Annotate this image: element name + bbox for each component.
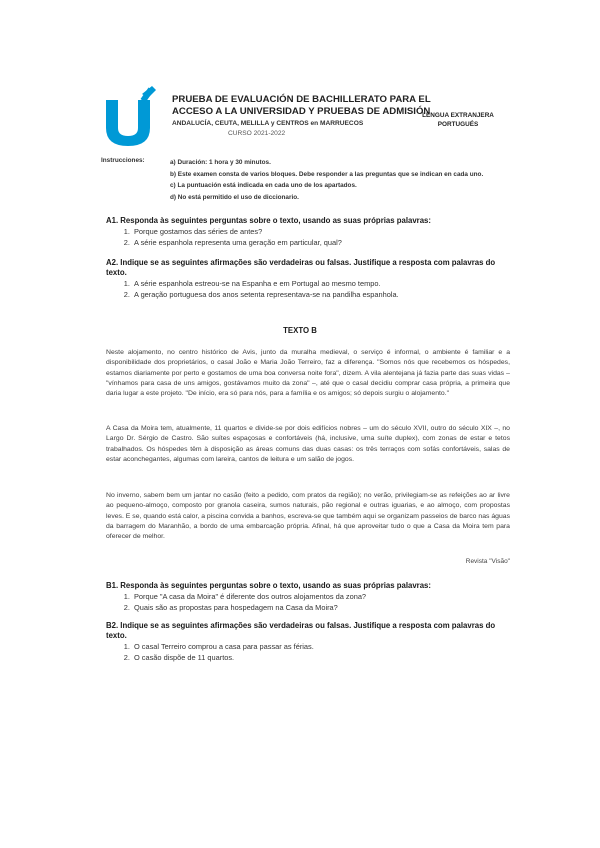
question-item: 2. A série espanhola representa uma geração em particular, qual? [132,238,510,249]
question-item: 1. O casal Terreiro comprou a casa para passar as férias. [132,642,510,653]
question-b1 [106,581,510,613]
exam-region: ANDALUCÍA, CEUTA, MELILLA y CENTROS en MARRUECOS [172,120,364,127]
question-item: 1. Porque "A casa da Moira" é diferente dos outros alojamentos da zona? [132,592,510,603]
text-b-paragraph-1: Neste alojamento, no centro histórico de Avis, junto da muralha medieval, o serviço é informal, o ambiente é familiar e a disponibilidade dos proprietários, o casal João e Maria João Terreiro, faz a diferença. "Somos nós que recebemos os hóspedes, estamos diariamente por perto e gostamos de uma boa conversa noite fora", dizem. A vila alentejana já fazia parte das suas vidas – "vínhamos para casa de uns amigos, gostávamos muito da zona" –, até que o casal decidiu comprar casa própria, a primeira que daria lugar a este projeto. "De início, era só para nós, para a família e os amigos; só depois surgiu o alojamento." [106,349,510,398]
subject-line-2: PORTUGUÉS [437,121,479,128]
exam-subject [418,111,498,129]
instruction-item: a) Duración: 1 hora y 30 minutos. [170,159,271,166]
exam-course: CURSO 2021-2022 [228,130,286,137]
question-b2-heading: B2. Indique se as seguintes afirmações são verdadeiras ou falsas. Justifique a resposta com palavras do texto. [106,621,496,640]
question-b2-list [106,642,510,663]
question-item: 2. O casão dispõe de 11 quartos. [132,653,510,664]
exam-title-line-1: PRUEBA DE EVALUACIÓN DE BACHILLERATO PARA EL [172,94,431,105]
question-a2-heading: A2. Indique se as seguintes afirmações são verdadeiras ou falsas. Justifique a resposta com palavras do texto. [106,258,496,277]
question-b2 [106,621,510,663]
instruction-item: d) No está permitido el uso de diccionario. [170,193,299,201]
question-a1-list [106,227,510,248]
question-a2-list [106,279,510,300]
instructions-list [170,157,510,203]
question-a2 [106,258,510,300]
question-b1-list [106,592,510,613]
question-b1-heading: B1. Responda às seguintes perguntas sobre o texto, usando as suas próprias palavras: [106,581,431,590]
question-a1-heading: A1. Responda às seguintes perguntas sobre o texto, usando as suas próprias palavras: [106,216,431,225]
question-item: 2. Quais são as propostas para hospedagem na Casa da Moira? [132,603,510,614]
text-b-source: Revista "Visão" [465,558,510,565]
text-b-paragraph-2: A Casa da Moira tem, atualmente, 11 quartos e divide-se por dois edifícios nobres – um do século XVII, outro do século XIX –, no Largo Dr. Sérgio de Castro. São suítes espaçosas e confortáveis (há, inclusive, uma suíte duplex), com zonas de estar e tetos trabalhados. Os hóspedes têm à disposição as áreas comuns das duas casas: os três terraços com sofás confortáveis, salas de estar aconchegantes, algumas com lareira, cantos de leitura e um salão de jogos. [106,425,510,463]
text-b-title: TEXTO B [283,326,317,335]
question-a1 [106,216,510,248]
instruction-item: b) Este examen consta de varios bloques. Debe responder a las preguntas que se indican en cada uno. [170,170,484,178]
university-logo-icon [98,86,158,148]
question-item: 1. Porque gostamos das séries de antes? [132,227,510,238]
subject-line-1: LENGUA EXTRANJERA [422,112,494,119]
text-b-paragraph-3: No inverno, sabem bem um jantar no casão (feito a pedido, com pratos da região); no verão, privilegiam-se as refeições ao ar livre ao pequeno-almoço, composto por granola caseira, sumos naturais, pão regional e outras iguarias, e ao almoço, com propostas leves. E se, quando está calor, a piscina convida a banhos, escreva-se que também aqui se organizam passeios de barco nas águas da barragem do Maranhão, a bordo de uma embarcação própria. Afinal, há que aproveitar tudo o que a Casa da Moira tem para oferecer de melhor. [106,492,510,541]
exam-title-block [172,94,431,139]
exam-title-line-2: ACCESO A LA UNIVERSIDAD Y PRUEBAS DE ADMISIÓN [172,106,431,117]
instructions-label: Instrucciones: [101,157,145,164]
instruction-item: c) La puntuación está indicada en cada uno de los apartados. [170,182,357,190]
question-item: 1. A série espanhola estreou-se na Espanha e em Portugal ao mesmo tempo. [132,279,510,290]
question-item: 2. A geração portuguesa dos anos setenta representava-se na pandilha espanhola. [132,290,510,301]
